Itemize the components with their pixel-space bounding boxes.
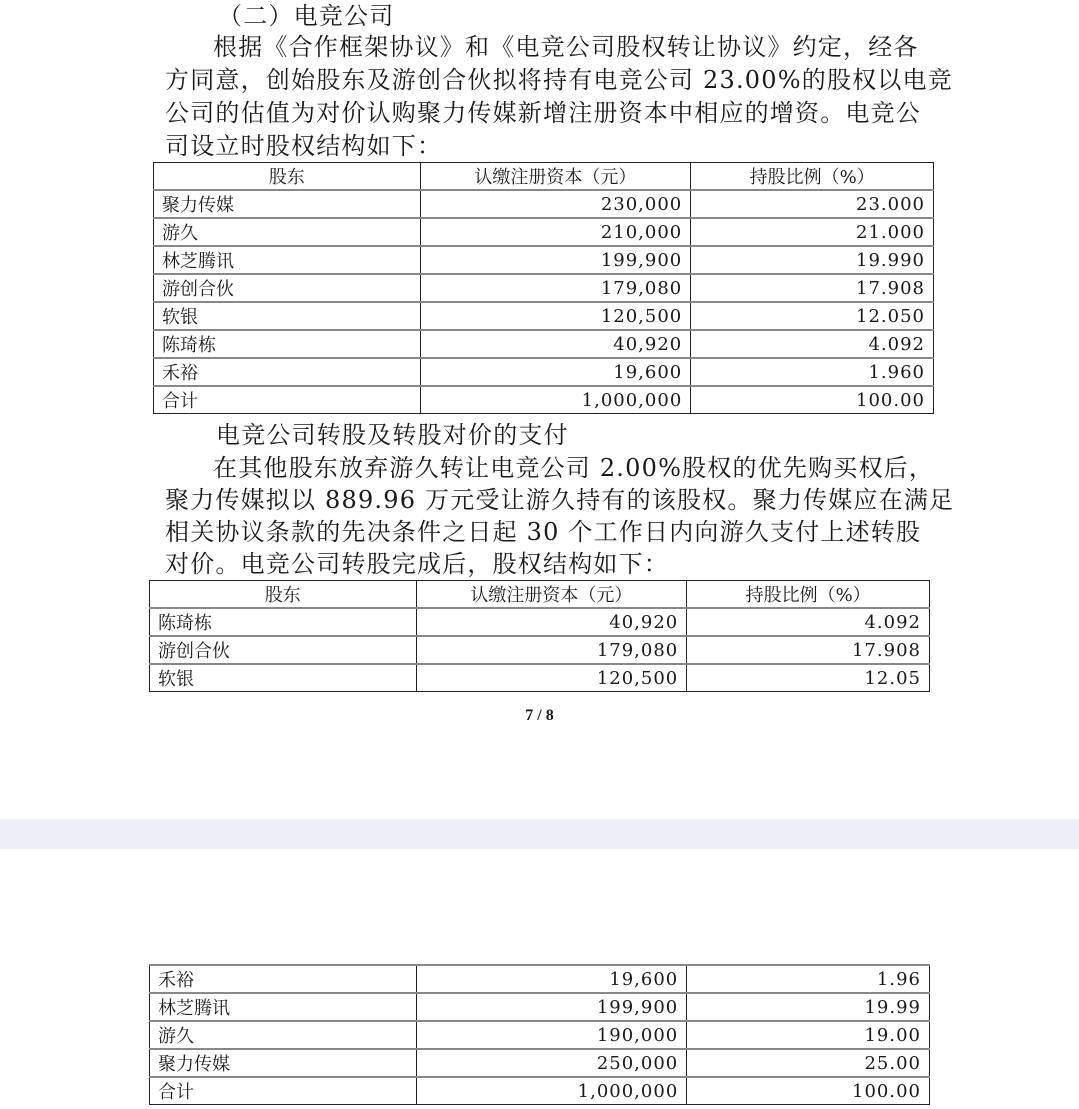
paragraph-1-line-4: 司设立时股权结构如下：	[165, 132, 443, 160]
capital-cell: 199,900	[416, 993, 687, 1021]
header-ratio: 持股比例（%）	[687, 581, 930, 609]
capital-cell: 40,920	[416, 608, 687, 636]
paragraph-1-line-2: 方同意，创始股东及游创合伙拟将持有电竞公司 23.00%的股权以电竞	[165, 66, 953, 94]
shareholder-cell: 软银	[150, 664, 417, 692]
page-separator	[0, 819, 1079, 849]
ratio-cell: 19.99	[687, 993, 930, 1021]
shareholder-cell: 游久	[154, 218, 421, 246]
ratio-cell: 1.96	[687, 965, 930, 993]
table-header-row	[154, 163, 934, 191]
shareholder-cell: 合计	[150, 1077, 417, 1105]
equity-table-initial	[153, 162, 934, 414]
table-row	[154, 218, 934, 246]
header-capital: 认缴注册资本（元）	[420, 163, 691, 191]
shareholder-cell: 游久	[150, 1021, 417, 1049]
table-row	[150, 608, 930, 636]
header-shareholder: 股东	[154, 163, 421, 191]
capital-cell: 199,900	[420, 246, 691, 274]
page-number: 7 / 8	[525, 707, 554, 724]
shareholder-cell: 陈琦栋	[150, 608, 417, 636]
table-row	[150, 1021, 930, 1049]
paragraph-1-line-1: 根据《合作框架协议》和《电竞公司股权转让协议》约定，经各	[213, 33, 919, 61]
ratio-cell: 19.00	[687, 1021, 930, 1049]
table-body	[150, 965, 930, 1105]
capital-cell: 19,600	[416, 965, 687, 993]
ratio-cell: 25.00	[687, 1049, 930, 1077]
table-row	[154, 274, 934, 302]
shareholder-cell: 林芝腾讯	[150, 993, 417, 1021]
capital-cell: 230,000	[420, 190, 691, 218]
table-total-row	[154, 386, 934, 414]
ratio-cell: 19.990	[691, 246, 934, 274]
ratio-cell: 100.00	[687, 1077, 930, 1105]
table-body	[154, 190, 934, 414]
table-row	[154, 330, 934, 358]
table-row	[154, 190, 934, 218]
ratio-cell: 17.908	[687, 636, 930, 664]
capital-cell: 190,000	[416, 1021, 687, 1049]
capital-cell: 179,080	[416, 636, 687, 664]
capital-cell: 250,000	[416, 1049, 687, 1077]
shareholder-cell: 软银	[154, 302, 421, 330]
paragraph-2-line-4: 对价。电竞公司转股完成后，股权结构如下：	[165, 550, 669, 578]
table-total-row	[150, 1077, 930, 1105]
ratio-cell: 100.00	[691, 386, 934, 414]
table-header-row	[150, 581, 930, 609]
ratio-cell: 12.050	[691, 302, 934, 330]
equity-table-after-part1	[149, 580, 930, 692]
capital-cell: 1,000,000	[416, 1077, 687, 1105]
ratio-cell: 4.092	[687, 608, 930, 636]
header-shareholder: 股东	[150, 581, 417, 609]
shareholder-cell: 聚力传媒	[150, 1049, 417, 1077]
paragraph-2-line-1: 在其他股东放弃游久转让电竞公司 2.00%股权的优先购买权后，	[213, 454, 935, 482]
ratio-cell: 4.092	[691, 330, 934, 358]
table-row	[150, 993, 930, 1021]
shareholder-cell: 陈琦栋	[154, 330, 421, 358]
shareholder-cell: 游创合伙	[154, 274, 421, 302]
equity-table-after-part2	[149, 964, 930, 1105]
table-body	[150, 608, 930, 692]
table-row	[150, 636, 930, 664]
shareholder-cell: 禾裕	[150, 965, 417, 993]
ratio-cell: 21.000	[691, 218, 934, 246]
table-row	[150, 1049, 930, 1077]
ratio-cell: 1.960	[691, 358, 934, 386]
ratio-cell: 23.000	[691, 190, 934, 218]
capital-cell: 179,080	[420, 274, 691, 302]
section-heading: （二）电竞公司	[218, 2, 395, 30]
paragraph-2-line-2: 聚力传媒拟以 889.96 万元受让游久持有的该股权。聚力传媒应在满足	[165, 486, 955, 514]
capital-cell: 120,500	[420, 302, 691, 330]
shareholder-cell: 林芝腾讯	[154, 246, 421, 274]
table-row	[150, 664, 930, 692]
table-row	[154, 302, 934, 330]
paragraph-2-line-3: 相关协议条款的先决条件之日起 30 个工作日内向游久支付上述转股	[165, 518, 922, 546]
capital-cell: 40,920	[420, 330, 691, 358]
capital-cell: 1,000,000	[420, 386, 691, 414]
shareholder-cell: 禾裕	[154, 358, 421, 386]
capital-cell: 120,500	[416, 664, 687, 692]
capital-cell: 210,000	[420, 218, 691, 246]
paragraph-1-line-3: 公司的估值为对价认购聚力传媒新增注册资本中相应的增资。电竞公	[165, 99, 921, 127]
shareholder-cell: 合计	[154, 386, 421, 414]
capital-cell: 19,600	[420, 358, 691, 386]
ratio-cell: 12.05	[687, 664, 930, 692]
header-capital: 认缴注册资本（元）	[416, 581, 687, 609]
ratio-cell: 17.908	[691, 274, 934, 302]
header-ratio: 持股比例（%）	[691, 163, 934, 191]
table-row	[154, 358, 934, 386]
table-row	[150, 965, 930, 993]
shareholder-cell: 游创合伙	[150, 636, 417, 664]
subheading: 电竞公司转股及转股对价的支付	[216, 421, 569, 449]
table-row	[154, 246, 934, 274]
shareholder-cell: 聚力传媒	[154, 190, 421, 218]
